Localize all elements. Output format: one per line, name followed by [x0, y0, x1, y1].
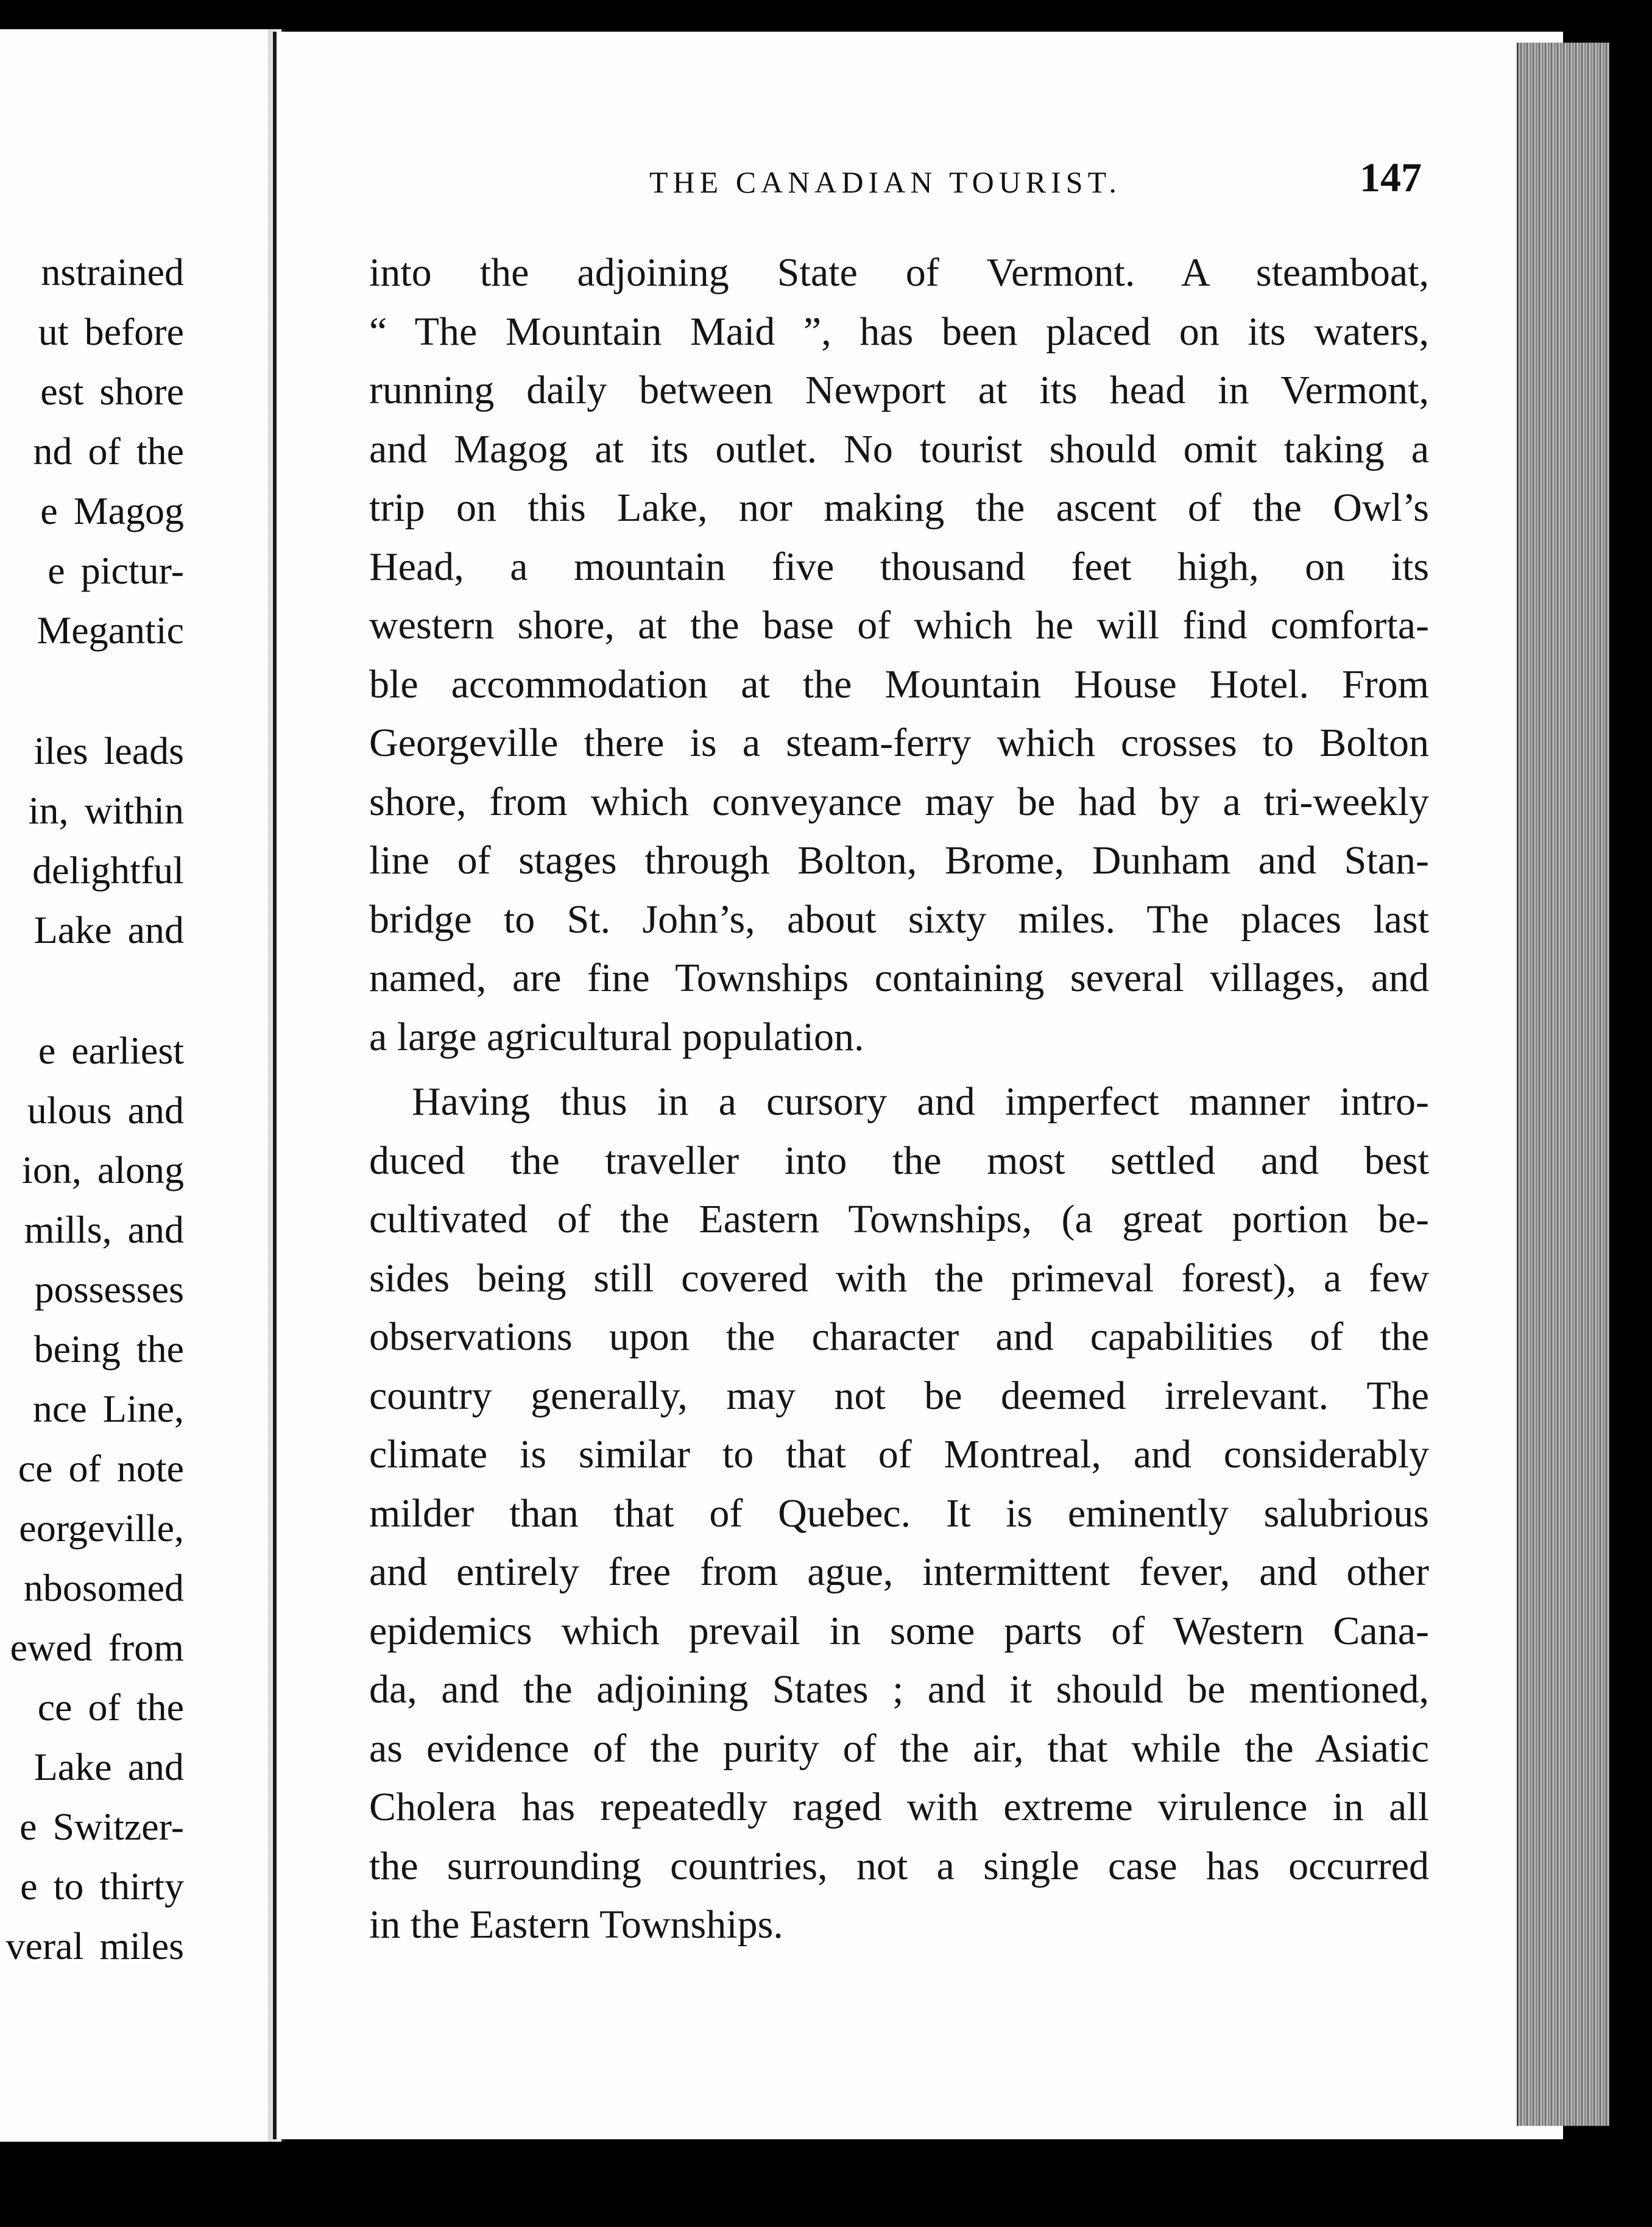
- left-page-line: ulous and: [27, 1089, 184, 1132]
- left-page-line: possesses: [34, 1268, 184, 1311]
- left-page-line: eorgeville,: [19, 1506, 184, 1550]
- left-page-line: e pictur-: [48, 549, 184, 592]
- body-line: shore, from which conveyance may be had by a tri-weekly: [369, 779, 1429, 824]
- left-page-line: e to thirty: [20, 1865, 184, 1908]
- body-line: into the adjoining State of Vermont. A steamboat,: [369, 250, 1429, 295]
- body-line: cultivated of the Eastern Townships, (a great portion be-: [369, 1197, 1429, 1241]
- left-page-line: est shore: [40, 370, 184, 413]
- left-page-line: nstrained: [41, 250, 184, 294]
- left-page-line: veral miles: [5, 1924, 184, 1968]
- body-line: the surrounding countries, not a single case has occurred: [369, 1843, 1429, 1888]
- body-line: country generally, may not be deemed irrelevant. The: [369, 1373, 1429, 1418]
- body-line: bridge to St. John’s, about sixty miles. The places last: [369, 897, 1429, 942]
- page-edges: [1517, 43, 1609, 2126]
- left-page-line: ion, along: [22, 1148, 184, 1191]
- body-line: “ The Mountain Maid ”, has been placed on its waters,: [369, 309, 1429, 354]
- left-page: [0, 29, 285, 2142]
- left-page-line: ce of the: [37, 1685, 184, 1729]
- body-line: Georgeville there is a steam-ferry which crosses to Bolton: [369, 721, 1429, 765]
- body-line: line of stages through Bolton, Brome, Dunham and Stan-: [369, 838, 1429, 883]
- left-page-line: nce Line,: [32, 1387, 184, 1430]
- body-line: da, and the adjoining States ; and it should be mentioned,: [369, 1667, 1429, 1712]
- left-page-line: e earliest: [38, 1029, 184, 1072]
- body-line: western shore, at the base of which he will find comforta-: [369, 603, 1429, 648]
- body-line: trip on this Lake, nor making the ascent of the Owl’s: [369, 485, 1429, 530]
- body-line: and Magog at its outlet. No tourist should omit taking a: [369, 426, 1429, 471]
- left-page-line: nd of the: [33, 429, 184, 473]
- body-line: duced the traveller into the most settled and best: [369, 1138, 1429, 1183]
- body-line: observations upon the character and capabilities of the: [369, 1315, 1429, 1359]
- body-line: a large agricultural population.: [369, 1014, 864, 1059]
- body-line: ble accommodation at the Mountain House Hotel. From: [369, 662, 1429, 707]
- body-line: climate is similar to that of Montreal, and considerably: [369, 1432, 1429, 1477]
- left-page-line: ut before: [38, 310, 184, 353]
- body-line: and entirely free from ague, intermittent fever, and other: [369, 1550, 1429, 1594]
- body-line: Having thus in a cursory and imperfect manner intro-: [412, 1079, 1429, 1124]
- left-page-line: Lake and: [34, 1745, 184, 1788]
- body-text: [369, 244, 1429, 1955]
- left-page-line: nbosomed: [23, 1566, 184, 1609]
- left-page-line: e Switzer-: [19, 1805, 184, 1848]
- body-line: as evidence of the purity of the air, that while the Asiatic: [369, 1726, 1429, 1771]
- left-page-line: mills, and: [24, 1208, 184, 1251]
- left-page-text: [0, 29, 184, 2142]
- body-line: milder than that of Quebec. It is eminently salubrious: [369, 1491, 1429, 1536]
- body-line: sides being still covered with the primeval forest), a few: [369, 1255, 1429, 1301]
- left-page-line: in, within: [28, 789, 184, 832]
- left-page-line: iles leads: [34, 729, 184, 772]
- body-line: running daily between Newport at its head in Vermont,: [369, 368, 1429, 412]
- left-page-line: Lake and: [34, 908, 184, 951]
- body-line: in the Eastern Townships.: [369, 1902, 783, 1947]
- running-head: THE CANADIAN TOURIST.: [649, 165, 1121, 199]
- body-line: Head, a mountain five thousand feet high, on its: [369, 544, 1429, 589]
- left-page-line: ewed from: [10, 1626, 184, 1669]
- left-page-line: being the: [34, 1327, 184, 1371]
- left-page-line: delightful: [32, 849, 184, 892]
- left-page-line: e Magog: [40, 489, 184, 532]
- page-number: 147: [1360, 154, 1422, 200]
- left-page-line: Megantic: [37, 609, 184, 652]
- body-line: named, are fine Townships containing several villages, and: [369, 956, 1429, 1000]
- body-line: epidemics which prevail in some parts of Western Cana-: [369, 1608, 1429, 1653]
- left-page-line: ce of note: [18, 1447, 184, 1490]
- body-line: Cholera has repeatedly raged with extreme virulence in all: [369, 1785, 1429, 1829]
